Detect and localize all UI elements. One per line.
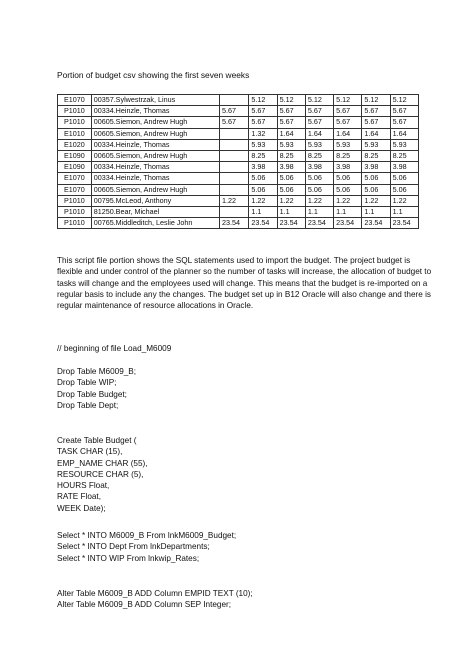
value-cell: 1.22 [305, 195, 333, 206]
employee-cell: 00334.Heinzle, Thomas [91, 173, 219, 184]
code-line: RESOURCE CHAR (5), [57, 469, 144, 479]
value-cell [220, 139, 249, 150]
value-cell: 1.22 [249, 195, 277, 206]
code-line: Select * INTO WIP From lnkwip_Rates; [57, 553, 200, 563]
employee-cell: 00605.Siemon, Andrew Hugh [91, 128, 219, 139]
code-line: Select * INTO M6009_B From lnkM6009_Budget; [57, 531, 237, 540]
employee-cell: 00605.Siemon, Andrew Hugh [91, 184, 219, 195]
employee-cell: 00334.Heinzle, Thomas [91, 139, 219, 150]
value-cell: 5.67 [249, 117, 277, 128]
task-cell: E1010 [58, 128, 92, 139]
table-row [58, 206, 419, 217]
code-block-create-table [57, 435, 148, 514]
code-line: Drop Table Budget; [57, 389, 127, 399]
table-row [58, 139, 419, 150]
task-cell: E1020 [58, 139, 92, 150]
value-cell: 5.06 [334, 184, 362, 195]
value-cell: 8.25 [362, 150, 390, 161]
value-cell: 5.12 [305, 95, 333, 106]
value-cell: 5.06 [277, 184, 305, 195]
value-cell: 5.06 [362, 184, 390, 195]
value-cell: 1.22 [220, 195, 249, 206]
code-line: WEEK Date); [57, 503, 106, 513]
table-row [58, 162, 419, 173]
value-cell: 5.12 [277, 95, 305, 106]
value-cell: 1.1 [334, 206, 362, 217]
value-cell: 5.12 [334, 95, 362, 106]
code-block-select-into [57, 530, 236, 564]
value-cell: 5.06 [249, 173, 277, 184]
code-line: Drop Table Dept; [57, 400, 119, 410]
value-cell: 5.06 [390, 173, 418, 184]
value-cell: 5.93 [362, 139, 390, 150]
value-cell: 1.1 [305, 206, 333, 217]
value-cell: 5.06 [305, 173, 333, 184]
value-cell: 23.54 [362, 218, 390, 229]
task-cell: P1010 [58, 195, 92, 206]
value-cell: 5.12 [249, 95, 277, 106]
value-cell: 1.22 [390, 195, 418, 206]
code-line: Drop Table M6009_B; [57, 367, 137, 376]
employee-cell: 00605.Siemon, Andrew Hugh [91, 150, 219, 161]
value-cell: 1.32 [249, 128, 277, 139]
value-cell: 8.25 [334, 150, 362, 161]
value-cell: 1.64 [362, 128, 390, 139]
value-cell [220, 173, 249, 184]
value-cell: 1.22 [277, 195, 305, 206]
code-line: TASK CHAR (15), [57, 447, 123, 457]
table-caption: Portion of budget csv showing the first seven weeks [57, 70, 250, 80]
value-cell: 3.98 [362, 162, 390, 173]
value-cell: 8.25 [305, 150, 333, 161]
value-cell: 5.67 [305, 117, 333, 128]
value-cell: 3.98 [277, 162, 305, 173]
task-cell: P1010 [58, 206, 92, 217]
code-line: // beginning of file Load_M6009 [57, 344, 172, 353]
employee-cell: 00605.Siemon, Andrew Hugh [91, 117, 219, 128]
value-cell: 5.67 [334, 117, 362, 128]
value-cell: 3.98 [390, 162, 418, 173]
value-cell: 3.98 [334, 162, 362, 173]
value-cell: 8.25 [277, 150, 305, 161]
task-cell: E1070 [58, 95, 92, 106]
value-cell: 5.93 [305, 139, 333, 150]
employee-cell: 00795.McLeod, Anthony [91, 195, 219, 206]
value-cell: 5.67 [362, 106, 390, 117]
employee-cell: 00334.Heinzle, Thomas [91, 106, 219, 117]
task-cell: E1090 [58, 162, 92, 173]
table-row [58, 95, 419, 106]
table-row [58, 173, 419, 184]
table-row [58, 184, 419, 195]
table-row [58, 117, 419, 128]
value-cell [220, 206, 249, 217]
task-cell: E1070 [58, 184, 92, 195]
value-cell: 5.06 [334, 173, 362, 184]
value-cell [220, 128, 249, 139]
value-cell: 23.54 [249, 218, 277, 229]
task-cell: E1070 [58, 173, 92, 184]
employee-cell: 00357.Sylwestrzak, Linus [91, 95, 219, 106]
value-cell: 1.64 [277, 128, 305, 139]
budget-table [57, 94, 419, 229]
value-cell: 5.06 [249, 184, 277, 195]
value-cell: 1.64 [390, 128, 418, 139]
value-cell: 5.93 [249, 139, 277, 150]
table-row [58, 195, 419, 206]
value-cell: 5.67 [390, 106, 418, 117]
value-cell: 5.06 [305, 184, 333, 195]
code-block-alter-table [57, 588, 253, 611]
employee-cell: 81250.Bear, Michael [91, 206, 219, 217]
value-cell: 8.25 [390, 150, 418, 161]
value-cell: 5.67 [277, 106, 305, 117]
value-cell: 1.1 [277, 206, 305, 217]
value-cell: 23.54 [390, 218, 418, 229]
value-cell: 5.06 [390, 184, 418, 195]
value-cell: 5.67 [249, 106, 277, 117]
code-line: Drop Table WIP; [57, 378, 117, 388]
value-cell: 5.67 [334, 106, 362, 117]
code-block-drop-tables [57, 366, 136, 411]
value-cell: 5.67 [305, 106, 333, 117]
code-line: RATE Float, [57, 492, 101, 502]
value-cell: 1.64 [305, 128, 333, 139]
value-cell: 1.1 [249, 206, 277, 217]
value-cell: 8.25 [249, 150, 277, 161]
task-cell: E1090 [58, 150, 92, 161]
value-cell: 23.54 [334, 218, 362, 229]
task-cell: P1010 [58, 117, 92, 128]
value-cell: 1.22 [362, 195, 390, 206]
value-cell: 5.67 [390, 117, 418, 128]
value-cell: 5.93 [390, 139, 418, 150]
code-line: EMP_NAME CHAR (55), [57, 458, 148, 468]
value-cell: 5.67 [277, 117, 305, 128]
table-row [58, 106, 419, 117]
value-cell: 5.06 [362, 173, 390, 184]
table-row [58, 218, 419, 229]
value-cell: 5.67 [362, 117, 390, 128]
employee-cell: 00765.Middleditch, Leslie John [91, 218, 219, 229]
value-cell: 5.12 [390, 95, 418, 106]
code-line: Alter Table M6009_B ADD Column SEP Integer; [57, 600, 232, 610]
value-cell: 23.54 [220, 218, 249, 229]
value-cell: 1.64 [334, 128, 362, 139]
value-cell: 1.22 [334, 195, 362, 206]
code-line: Select * INTO Dept From lnkDepartments; [57, 542, 210, 552]
value-cell: 5.93 [277, 139, 305, 150]
value-cell: 5.93 [334, 139, 362, 150]
value-cell: 1.1 [362, 206, 390, 217]
task-cell: P1010 [58, 218, 92, 229]
value-cell: 5.67 [220, 117, 249, 128]
value-cell: 23.54 [277, 218, 305, 229]
value-cell [220, 162, 249, 173]
value-cell: 23.54 [305, 218, 333, 229]
value-cell [220, 95, 249, 106]
code-line: HOURS Float, [57, 481, 110, 491]
description-paragraph: This script file portion shows the SQL statements used to import the budget. The project budget is flexible and under control of the planner so the number of tasks will increase, the allocation of budget to tasks will change and the employees used will change. This means that the budget is re-imported on a regular basis to include any the changes. The budget set up in B12 Oracle will also change and there is regular maintenance of resource allocations in Oracle. [57, 256, 432, 311]
value-cell: 1.1 [390, 206, 418, 217]
table-row [58, 128, 419, 139]
value-cell: 5.12 [362, 95, 390, 106]
employee-cell: 00334.Heinzle, Thomas [91, 162, 219, 173]
task-cell: P1010 [58, 106, 92, 117]
value-cell [220, 184, 249, 195]
code-line: Create Table Budget ( [57, 436, 137, 445]
value-cell: 3.98 [249, 162, 277, 173]
value-cell: 5.06 [277, 173, 305, 184]
code-block-header [57, 343, 171, 354]
table-row [58, 150, 419, 161]
code-line: Alter Table M6009_B ADD Column EMPID TEXT (10); [57, 589, 253, 598]
value-cell: 3.98 [305, 162, 333, 173]
value-cell [220, 150, 249, 161]
value-cell: 5.67 [220, 106, 249, 117]
